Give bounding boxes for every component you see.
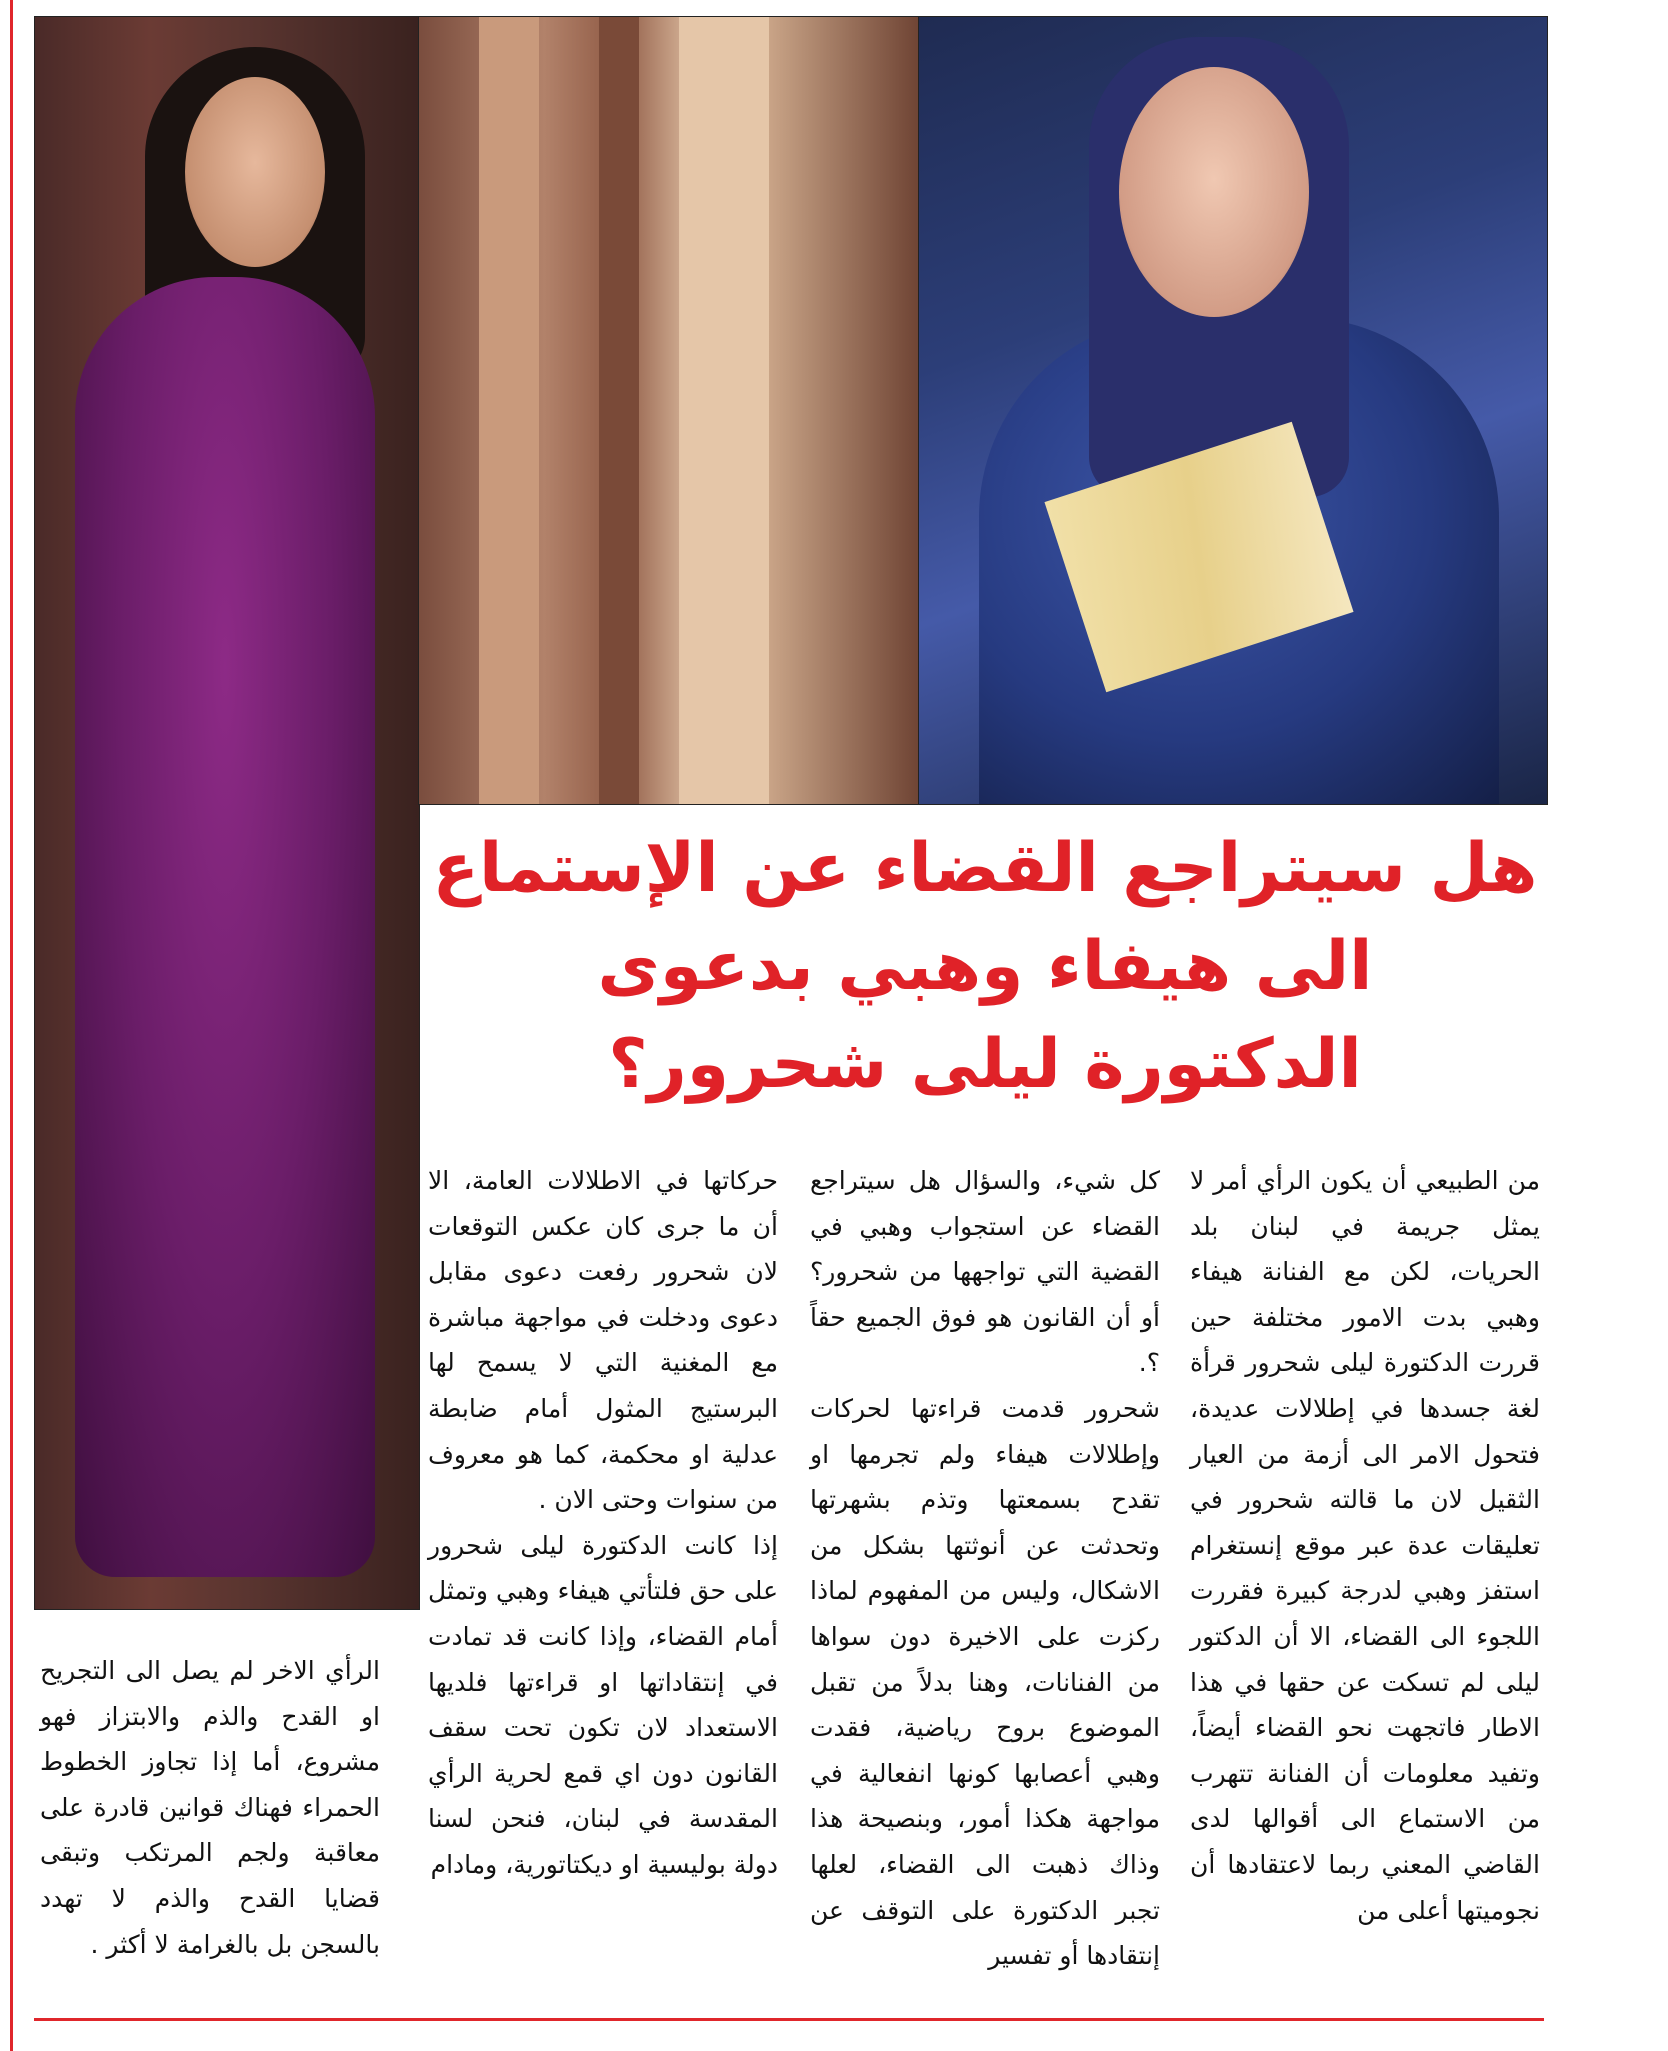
headline <box>430 820 1540 1114</box>
headline-line-2: الى هيفاء وهبي بدعوى <box>597 927 1373 1006</box>
article-paragraph: إذا كانت الدكتورة ليلى شحرور على حق فلتأتي هيفاء وهبي وتمثل أمام القضاء، وإذا كانت قد تمادت في إنتقاداتها او قراءتها فلديها الاستعداد لان تكون تحت سقف القانون دون اي قمع لحرية الرأي المقدسة في لبنان، فنحن لسنا دولة بوليسية او ديكتاتورية، ومادام <box>428 1530 778 1879</box>
face-shape <box>185 77 325 267</box>
article-paragraph: الرأي الاخر لم يصل الى التجريح او القدح والذم والابتزاز فهو مشروع، أما إذا تجاوز الخطوط الحمراء فهناك قوانين قادرة على معاقبة ولجم المرتكب وتبقى قضايا القدح والذم لا تهدد بالسجن بل بالغرامة لا أكثر . <box>40 1656 380 1959</box>
photo-woman-purple-dress <box>34 16 420 1610</box>
article-column-1 <box>1190 1158 1540 1933</box>
article-column-4 <box>40 1648 380 1967</box>
photo-wall-background <box>418 16 920 805</box>
headline-line-3: الدكتورة ليلى شحرور؟ <box>608 1025 1362 1104</box>
article-paragraph: شحرور قدمت قراءتها لحركات وإطلالات هيفاء ولم تجرمها او تقدح بسمعتها وتذم بشهرتها وتحدثت عن أنوثتها بشكل من الاشكال، وليس من المفهوم لماذا ركزت على الاخيرة دون سواها من الفنانات، وهنا بدلاً من تقبل الموضوع بروح رياضية، فقدت وهبي أعصابها كونها انفعالية في مواجهة هكذا أمور، وبنصيحة هذا وذاك ذهبت الى القضاء، لعلها تجبر الدكتورة على التوقف عن إنتقادها أو تفسير <box>810 1393 1160 1971</box>
wall-panel-dark <box>599 17 639 804</box>
photo-woman-reading-book <box>918 16 1548 805</box>
wall-panel-light <box>479 17 539 804</box>
bottom-red-rule <box>34 2018 1544 2021</box>
article-column-3 <box>428 1158 778 1888</box>
article-paragraph: حركاتها في الاطلالات العامة، الا أن ما جرى كان عكس التوقعات لان شحرور رفعت دعوى مقابل دعوى ودخلت في مواجهة مباشرة مع المغنية التي لا يسمح لها البرستيج المثول أمام ضابطة عدلية او محكمة، كما هو معروف من سنوات وحتى الان . <box>428 1166 778 1515</box>
purple-dress-shape <box>75 277 375 1577</box>
wall-panel-light <box>679 17 769 804</box>
face-shape <box>1119 67 1309 317</box>
left-red-rule <box>10 0 13 2051</box>
headline-line-1: هل سيتراجع القضاء عن الإستماع <box>432 829 1538 908</box>
article-paragraph: من الطبيعي أن يكون الرأي أمر لا يمثل جريمة في لبنان بلد الحريات، لكن مع الفنانة هيفاء وهبي بدت الامور مختلفة حين قررت الدكتورة ليلى شحرور قرأة لغة جسدها في إطلالات عديدة، فتحول الامر الى أزمة من العيار الثقيل لان ما قالته شحرور في تعليقات عدة عبر موقع إنستغرام استفز وهبي لدرجة كبيرة فقررت اللجوء الى القضاء، الا أن الدكتور ليلى لم تسكت عن حقها في هذا الاطار فاتجهت نحو القضاء أيضاً، وتفيد معلومات أن الفنانة تتهرب من الاستماع الى أقوالها لدى القاضي المعني ربما لاعتقادها أن نجوميتها أعلى من <box>1190 1166 1540 1925</box>
article-paragraph: كل شيء، والسؤال هل سيتراجع القضاء عن استجواب وهبي في القضية التي تواجهها من شحرور؟ أو أن القانون هو فوق الجميع حقاً ؟. <box>810 1166 1160 1378</box>
article-column-2 <box>810 1158 1160 1979</box>
